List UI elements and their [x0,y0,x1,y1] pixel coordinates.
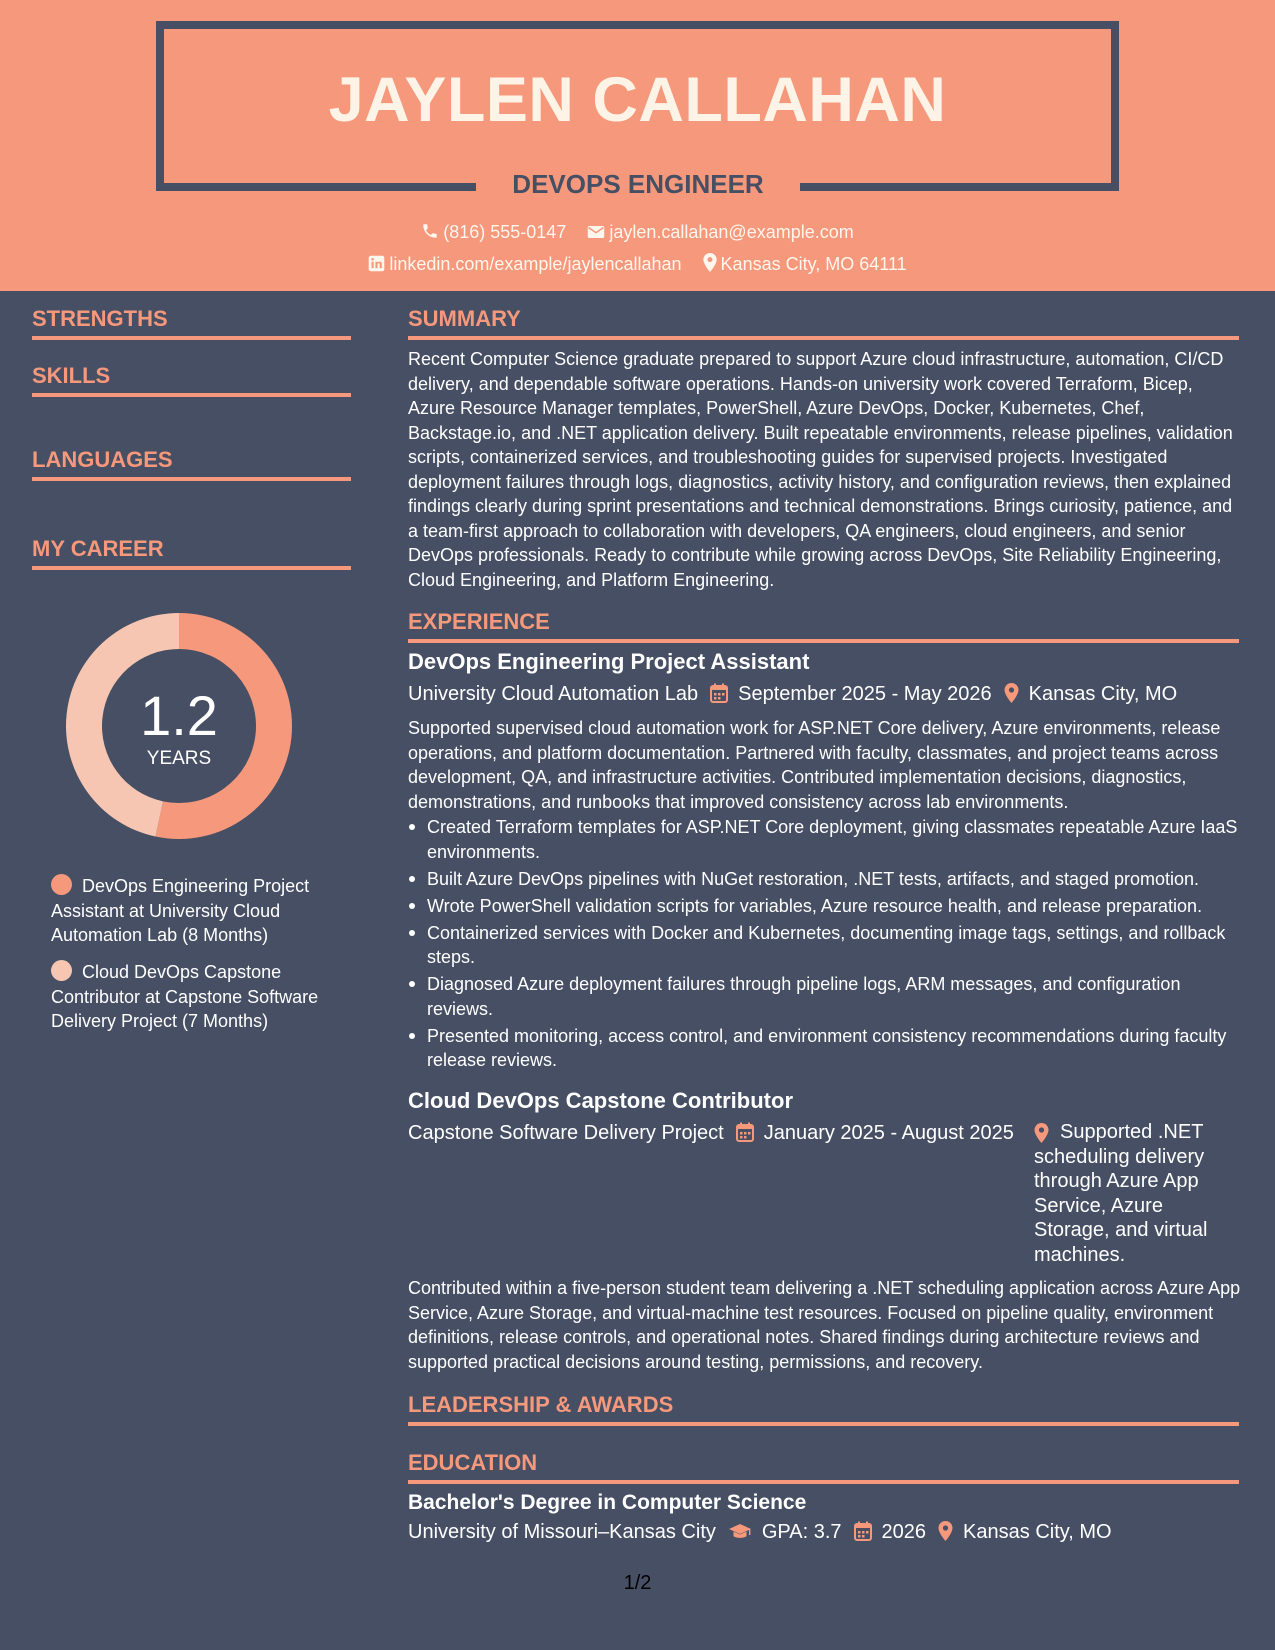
job-location: Supported .NET scheduling delivery through Azure App Service, Azure Storage, and virtual machines. [1034,1121,1208,1266]
contact-row-2 [0,252,1275,276]
career-heading: MY CAREER [32,536,351,570]
career-legend-item [51,960,331,1034]
calendar-icon [736,1122,754,1142]
location-pin-icon [1034,1123,1049,1143]
achievement-item: Diagnosed Azure deployment failures through pipeline logs, ARM messages, and configuration reviews. [408,972,1242,1021]
email-icon [587,224,605,240]
education-heading: EDUCATION [408,1450,1239,1484]
summary-heading: SUMMARY [408,306,1239,340]
job-title: DevOps Engineering Project Assistant [408,649,810,674]
achievement-item: Built Azure DevOps pipelines with NuGet restoration, .NET tests, artifacts, and staged promotion. [408,867,1242,892]
achievement-item: Wrote PowerShell validation scripts for variables, Azure resource health, and release preparation. [408,894,1242,919]
graduation-cap-icon [728,1523,752,1541]
job-meta [408,681,1177,707]
location-pin-icon [703,253,717,272]
location-pin-icon [938,1521,953,1541]
career-legend-label: DevOps Engineering Project Assistant at University Cloud Automation Lab (8 Months) [51,876,310,945]
job-location: Kansas City, MO [1028,683,1178,705]
calendar-icon [854,1521,872,1541]
resume-header [0,0,1275,291]
career-total-years: 1.2 [140,684,218,747]
phone-icon [421,222,439,240]
graduation-year: 2026 [881,1521,927,1543]
calendar-icon [710,683,728,703]
legend-dot [51,960,72,981]
job-dates: January 2025 - August 2025 [763,1122,1014,1144]
job-achievements-list [408,815,1242,1075]
linkedin-contact[interactable] [368,252,681,276]
achievement-item: Presented monitoring, access control, and environment consistency recommendations during faculty release reviews. [408,1024,1242,1073]
phone-contact[interactable] [421,220,566,244]
career-legend-item [51,874,331,948]
linkedin-text: linkedin.com/example/jaylencallahan [389,254,682,274]
job-title: DEVOPS ENGINEER [512,169,764,199]
summary-text: Recent Computer Science graduate prepared to support Azure cloud infrastructure, automation, CI/CD delivery, and dependable software operations. Hands-on university work covered Terraform, Bicep, Azure Resource Manager templates, PowerShell, Azure DevOps, Docker, Kubernetes, Chef, Backstage.io, and .NET application delivery. Built repeatable environments, release pipelines, validation scripts, containerized services, and troubleshooting guides for supervised projects. Investigated deployment failures through logs, diagnostics, activity history, and configuration reviews, then explained findings clearly during sprint presentations and technical demonstrations. Brings curiosity, patience, and a team-first approach to collaboration with developers, QA engineers, cloud engineers, and senior DevOps professionals. Ready to contribute while growing across DevOps, Site Reliability Engineering, Cloud Engineering, and Platform Engineering. [408,349,1233,590]
education-meta [408,1519,1112,1545]
job-title: Cloud DevOps Capstone Contributor [408,1088,793,1113]
job-description: Contributed within a five-person student team delivering a .NET scheduling application across Azure App Service, Azure Storage, and virtual-machine test resources. Focused on pipeline quality, environment definitions, release controls, and operational notes. Shared findings during architecture reviews and supported practical decisions around testing, permissions, and recovery. [408,1278,1241,1372]
job-organization: Capstone Software Delivery Project [408,1122,724,1144]
strengths-heading: STRENGTHS [32,306,351,340]
achievement-item: Containerized services with Docker and Kubernetes, documenting image tags, settings, and rollback steps. [408,921,1242,970]
languages-heading: LANGUAGES [32,447,351,481]
job-organization: University Cloud Automation Lab [408,683,699,705]
candidate-name: JAYLEN CALLAHAN [328,65,947,135]
career-total-unit: YEARS [146,748,212,769]
address-text: Kansas City, MO 64111 [720,254,907,274]
address-contact [703,252,907,276]
linkedin-icon [368,255,385,272]
legend-dot [51,874,72,895]
degree-title: Bachelor's Degree in Computer Science [408,1491,807,1514]
email-contact[interactable] [587,220,853,244]
leadership-heading: LEADERSHIP & AWARDS [408,1392,1239,1426]
email-text: jaylen.callahan@example.com [609,222,854,242]
job-location-block [1034,1120,1224,1267]
job-dates: September 2025 - May 2026 [738,683,992,705]
job-meta [408,1120,1014,1146]
career-legend-label: Cloud DevOps Capstone Contributor at Capstone Software Delivery Project (7 Months) [51,962,319,1031]
skills-heading: SKILLS [32,363,351,397]
achievement-item: Created Terraform templates for ASP.NET Core deployment, giving classmates repeatable Azure IaaS environments. [408,815,1242,864]
school-location: Kansas City, MO [963,1521,1112,1543]
location-pin-icon [1004,683,1019,703]
contact-row-1 [0,220,1275,244]
gpa: GPA: 3.7 [761,1521,842,1543]
job-description: Supported supervised cloud automation work for ASP.NET Core delivery, Azure environments, release operations, and platform documentation. Partnered with faculty, classmates, and project teams across development, QA, and infrastructure activities. Contributed implementation decisions, diagnostics, demonstrations, and runbooks that improved consistency across lab environments. [408,718,1221,812]
page-number: 1/2 [623,1572,652,1594]
school-name: University of Missouri–Kansas City [408,1521,716,1543]
phone-text: (816) 555-0147 [443,222,567,242]
experience-heading: EXPERIENCE [408,609,1239,643]
